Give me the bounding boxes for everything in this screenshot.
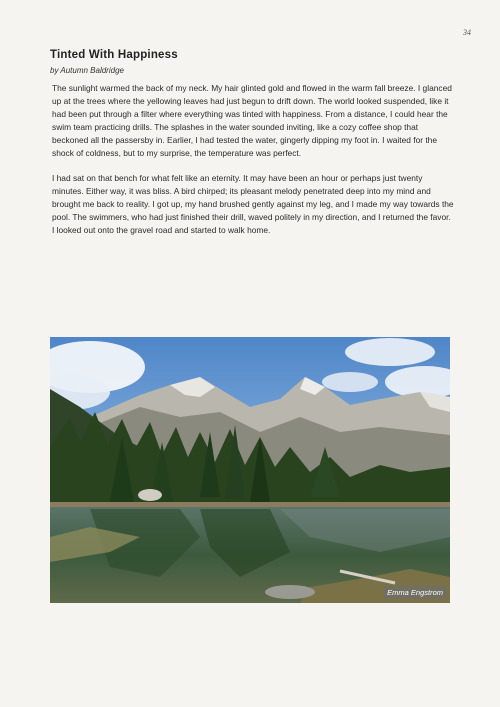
photo-credit: Emma Engstrom xyxy=(384,586,446,599)
article-byline: by Autumn Baldridge xyxy=(50,66,124,75)
paragraph: I had sat on that bench for what felt like an eternity. It may have been an hour or perhaps just twenty minutes. Either way, it was bliss. A bird chirped; its pleasant melody penetrated deep into my mind and brought me back to reality. I got up, my hand brushed gently against my leg, and I made my way towards the pool. The swimmers, who had just finished their drill, waved politely in my direction, and I returned the favor. I looked out onto the gravel road and started to walk home. xyxy=(52,173,454,235)
paragraph: The sunlight warmed the back of my neck. My hair glinted gold and flowed in the warm fall breeze. I glanced up at the trees where the yellowing leaves had just begun to drift down. The world looked suspended, like it had been put through a filter where everything was tinted with happiness. From a distance, I could hear the swim team practicing drills. The splashes in the water sounded inviting, like a cozy coffee shop that beckoned all the passersby in. Earlier, I had tested the water, gingerly dipping my foot in. I waited for the shock of coldness, but to my surprise, the temperature was perfect. xyxy=(52,83,452,158)
article-body xyxy=(52,82,454,250)
mountain-lake-illustration xyxy=(50,337,450,603)
article-title: Tinted With Happiness xyxy=(50,49,178,61)
landscape-photo xyxy=(50,337,450,603)
page-number: 34 xyxy=(463,28,471,37)
